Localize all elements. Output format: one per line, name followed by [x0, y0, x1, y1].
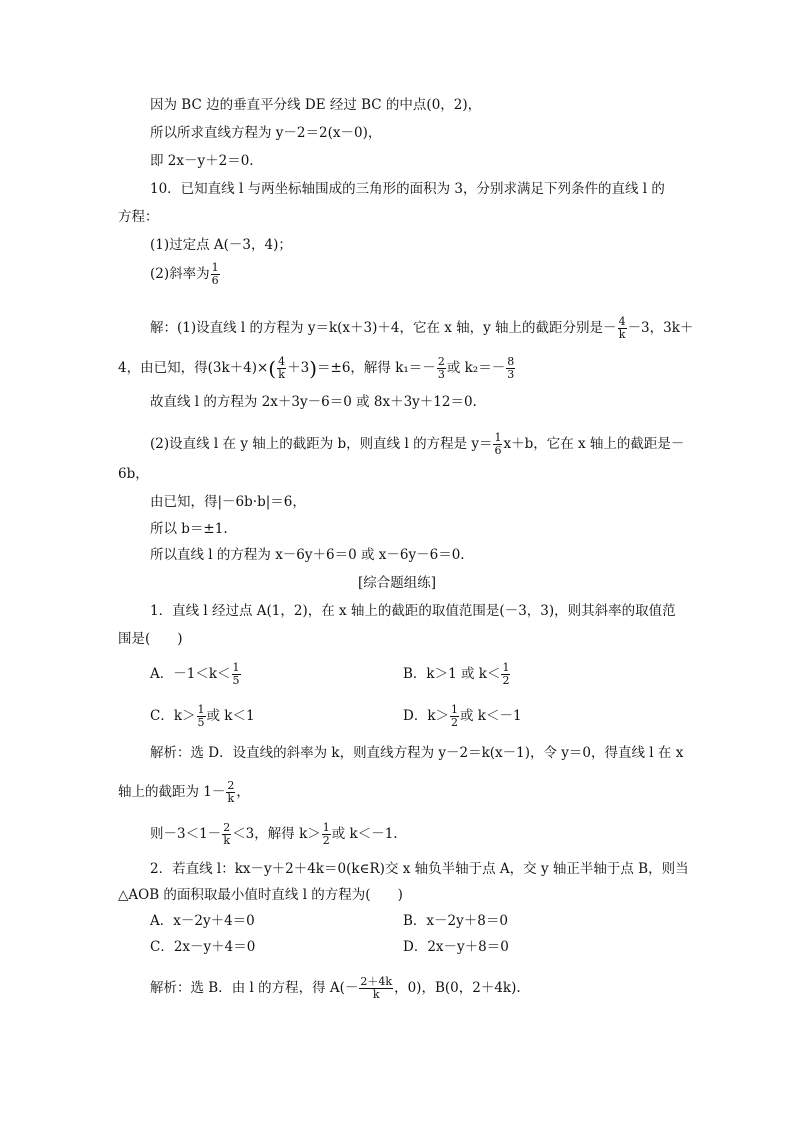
- text-span: ，: [236, 784, 250, 800]
- option-D: [403, 704, 522, 729]
- fraction: [197, 704, 206, 729]
- option-B: B．x－2y＋8＝0: [403, 913, 508, 929]
- denominator: 2: [451, 716, 459, 729]
- fraction: [501, 662, 510, 687]
- text-span: x＋b，它在 x 轴上的截距是－: [503, 436, 685, 452]
- problem-1-solution: 解析：选 D．设直线的斜率为 k，则直线方程为 y－2＝k(x－1)，令 y＝0，得直线 l 在 x: [150, 745, 684, 761]
- solution-2-line: 6b，: [118, 466, 149, 482]
- numerator: 8: [507, 355, 515, 368]
- numerator: 4: [618, 315, 626, 328]
- text-span: －3，3k＋: [627, 320, 694, 336]
- denominator: 6: [494, 444, 502, 457]
- fraction: [226, 780, 235, 805]
- denominator: k: [618, 328, 626, 341]
- numerator: 4: [278, 355, 286, 368]
- text-span: A．－1＜k＜: [150, 666, 231, 682]
- text-line: 因为 BC 边的垂直平分线 DE 经过 BC 的中点(0，2)，: [150, 97, 482, 113]
- solution-1-line: 故直线 l 的方程为 2x＋3y－6＝0 或 8x＋3y＋12＝0.: [150, 394, 477, 410]
- problem-1-solution: [150, 822, 398, 847]
- text-span: (2)设直线 l 在 y 轴上的截距为 b，则直线 l 的方程是 y＝: [150, 436, 493, 452]
- fraction: [437, 356, 446, 381]
- text-span: B．k＞1 或 k＜: [403, 666, 501, 682]
- solution-2-line: 所以直线 l 的方程为 x－6y＋6＝0 或 x－6y－6＝0.: [150, 547, 465, 563]
- problem-1-stem: 1．直线 l 经过点 A(1，2)，在 x 轴上的截距的取值范围是(－3，3)，则其斜率的取值范: [150, 603, 676, 619]
- text-span: ＜3，解得 k＞: [232, 826, 321, 842]
- question-10-stem: 10．已知直线 l 与两坐标轴围成的三角形的面积为 3，分别求满足下列条件的直线 l 的: [150, 181, 665, 197]
- denominator: 3: [437, 368, 445, 381]
- option-D: D．2x－y＋8＝0: [403, 939, 509, 955]
- numerator: 2＋4k: [360, 975, 393, 988]
- bracket: (: [268, 356, 277, 381]
- text-span: C．k＞: [150, 708, 196, 724]
- option-C: [150, 704, 255, 729]
- numerator: 1: [494, 431, 502, 444]
- solution-2-line: 所以 b＝±1.: [150, 521, 228, 537]
- denominator: 2: [322, 834, 330, 847]
- text-span: ＝±6，解得 k₁＝－: [317, 360, 436, 376]
- question-10-part2: [150, 262, 221, 287]
- solution-2-line: 由已知，得|－6b·b|＝6，: [150, 494, 306, 510]
- denominator: k: [278, 368, 285, 381]
- numerator: 1: [451, 703, 459, 716]
- denominator: 6: [211, 274, 219, 287]
- denominator: k: [227, 792, 235, 805]
- option-C: C．2x－y＋4＝0: [150, 939, 256, 955]
- numerator: 1: [211, 261, 219, 274]
- fraction: [359, 976, 393, 1001]
- problem-1-solution: [118, 780, 250, 805]
- fraction: [450, 704, 459, 729]
- question-10-part1: (1)过定点 A(－3，4)；: [150, 237, 292, 253]
- text-span: 解：(1)设直线 l 的方程为 y＝k(x＋3)＋4，它在 x 轴，y 轴上的截距分别是－: [150, 320, 617, 336]
- denominator: k: [372, 988, 380, 1001]
- text-span: 解析：选 B．由 l 的方程，得 A(－: [150, 980, 359, 996]
- problem-2-solution: [150, 976, 521, 1001]
- text-span: 4，由已知，得(3k＋4)×: [118, 360, 269, 376]
- denominator: 5: [197, 716, 205, 729]
- fraction: [322, 822, 331, 847]
- fraction: [211, 262, 220, 287]
- solution-1-line: [118, 356, 516, 381]
- text-span: (2)斜率为: [150, 266, 210, 282]
- numerator: 2: [437, 355, 445, 368]
- numerator: 1: [197, 703, 205, 716]
- numerator: 2: [227, 779, 235, 792]
- option-B: [403, 662, 511, 687]
- question-10-stem-cont: 方程：: [118, 209, 159, 225]
- text-span: 轴上的截距为 1－: [118, 784, 226, 800]
- text-span: ＋3: [287, 360, 310, 376]
- numerator: 1: [502, 661, 510, 674]
- fraction: [618, 316, 627, 341]
- text-span: ，0)，B(0，2＋4k).: [394, 980, 521, 996]
- bracket: ): [309, 356, 318, 381]
- fraction: [277, 356, 286, 381]
- denominator: k: [223, 834, 231, 847]
- denominator: 3: [507, 368, 515, 381]
- solution-2-line: [150, 432, 684, 457]
- text-span: 或 k＜－1.: [331, 826, 398, 842]
- fraction: [493, 432, 502, 457]
- denominator: 5: [232, 674, 240, 687]
- problem-2-stem-cont: △AOB 的面积取最小值时直线 l 的方程为( ): [118, 887, 403, 903]
- numerator: 2: [223, 821, 231, 834]
- text-span: 或 k＜1: [206, 708, 255, 724]
- numerator: 1: [322, 821, 330, 834]
- problem-1-stem-cont: 围是( ): [118, 631, 183, 647]
- option-A: [150, 662, 242, 687]
- text-line: 所以所求直线方程为 y－2＝2(x－0)，: [150, 125, 382, 141]
- solution-1-line: [150, 316, 693, 341]
- text-span: 或 k＜－1: [460, 708, 522, 724]
- section-heading: [综合题组练]: [357, 575, 437, 591]
- fraction: [232, 662, 241, 687]
- text-line: 即 2x－y＋2＝0.: [150, 153, 254, 169]
- denominator: 2: [502, 674, 510, 687]
- problem-2-stem: 2．若直线 l：kx－y＋2＋4k＝0(k∈R)交 x 轴负半轴于点 A，交 y 轴正半轴于点 B，则当: [150, 861, 689, 877]
- fraction: [506, 356, 515, 381]
- fraction: [222, 822, 231, 847]
- numerator: 1: [232, 661, 240, 674]
- option-A: A．x－2y＋4＝0: [150, 913, 255, 929]
- text-span: 则－3＜1－: [150, 826, 222, 842]
- text-span: 或 k₂＝－: [446, 360, 506, 376]
- text-span: D．k＞: [403, 708, 450, 724]
